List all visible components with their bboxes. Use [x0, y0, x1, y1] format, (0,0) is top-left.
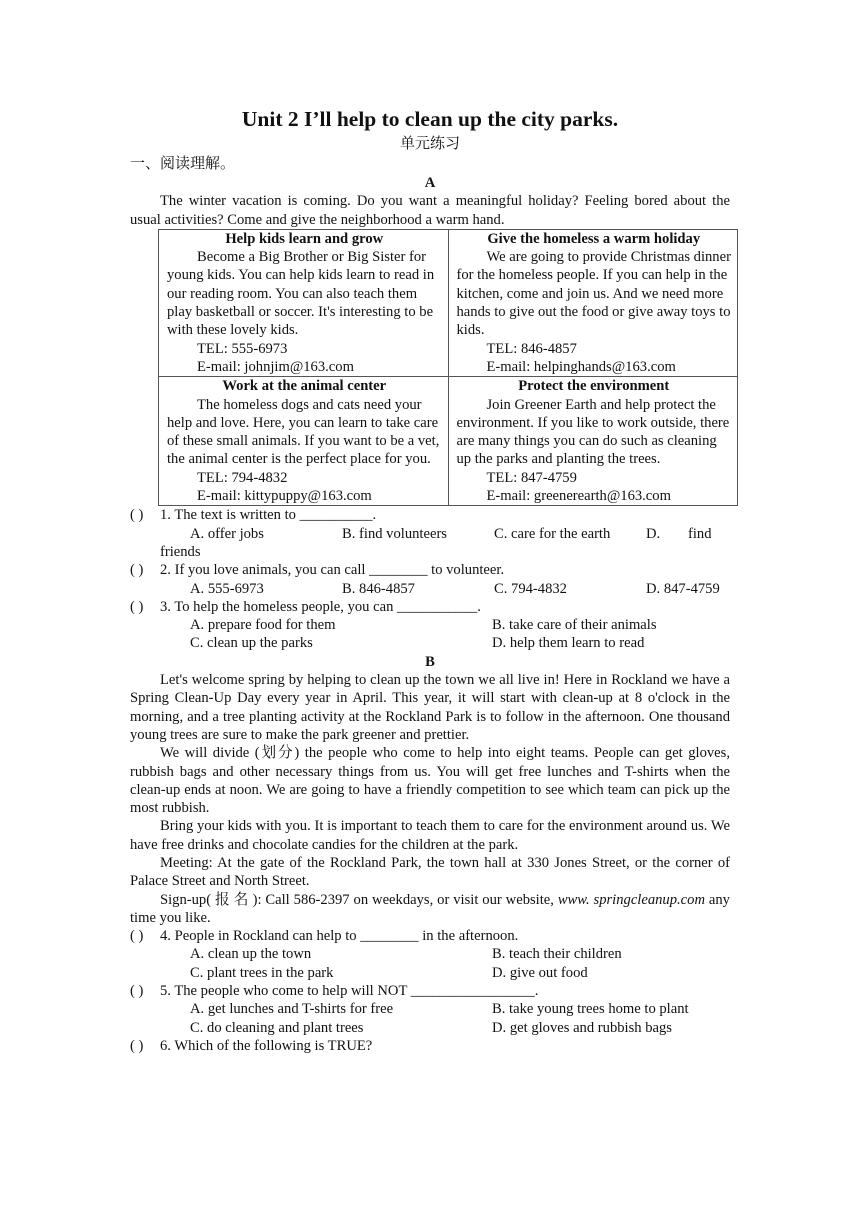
- ads-table: [158, 229, 738, 506]
- option-a: A. offer jobs: [190, 525, 264, 542]
- worksheet: [130, 100, 730, 1055]
- question-6: [130, 1037, 730, 1055]
- ad-title: Work at the animal center: [222, 378, 387, 395]
- part-a-intro: The winter vacation is coming. Do you want a meaningful holiday? Feeling bored about the usual activities? Come and give the neighborhood a warm hand.: [130, 193, 730, 228]
- ad-email: E-mail: johnjim@163.com: [197, 358, 354, 375]
- answer-blank[interactable]: ( ): [130, 562, 144, 579]
- passage-paragraph: Let's welcome spring by helping to clean up the town we all live in! Here in Rockland we have a Spring Clean-Up Day every year in April. This year, it will start with clean-up at 8 o'clock in the morning, and a tree planting activity at the Rockland Park is to follow in the afternoon. One thousand young trees are sure to make the park greener and prettier.: [130, 672, 730, 743]
- passage-paragraph: We will divide (划分) the people who come to help into eight teams. People can get gloves, rubbish bags and other necessary things from us. You will get free lunches and T-shirts when the clean-up ends at noon. We are going to have a friendly competition to see which team can pick up the most rubbish.: [130, 745, 730, 817]
- options-row: [130, 525, 730, 543]
- page-title: Unit 2 I’ll help to clean up the city parks.: [241, 107, 619, 131]
- signup-text: Sign-up( 报 名 ): Call 586-2397 on weekdays, or visit our website,: [160, 891, 558, 908]
- option-c: C. 794-4832: [494, 580, 567, 597]
- ad-title: Protect the environment: [518, 378, 670, 395]
- option-b: B. take young trees home to plant: [492, 1001, 689, 1018]
- answer-blank[interactable]: ( ): [130, 507, 144, 524]
- question-3: [130, 598, 730, 616]
- passage-paragraph: Meeting: At the gate of the Rockland Park, the town hall at 330 Jones Street, or the corner of Palace Street and North Street.: [130, 854, 730, 890]
- options-row: [130, 1000, 730, 1018]
- ad-tel: TEL: 794-4832: [197, 469, 288, 486]
- part-a-label: A: [424, 175, 436, 191]
- ad-tel: TEL: 555-6973: [197, 340, 288, 357]
- option-d-letter: D.: [646, 525, 661, 542]
- option-a: A. 555-6973: [190, 580, 264, 597]
- answer-blank[interactable]: ( ): [130, 1037, 144, 1054]
- question-1: [130, 506, 730, 524]
- question-4: [130, 927, 730, 945]
- website-link[interactable]: www. springcleanup.com: [557, 891, 705, 908]
- option-d: D. help them learn to read: [492, 635, 645, 652]
- ad-body: The homeless dogs and cats need your help and love. Here, you can learn to take care of these small animals. If you want to be a vet, the animal center is the perfect place for you.: [167, 396, 440, 468]
- ad-email: E-mail: helpinghands@163.com: [486, 358, 676, 375]
- option-c: C. plant trees in the park: [190, 964, 334, 981]
- option-a: A. prepare food for them: [190, 617, 336, 634]
- option-d: [646, 525, 730, 543]
- option-a: A. clean up the town: [190, 946, 312, 963]
- option-b: B. find volunteers: [342, 525, 447, 542]
- passage-paragraph: [130, 891, 730, 928]
- answer-blank[interactable]: ( ): [130, 983, 144, 1000]
- option-d: D. 847-4759: [646, 580, 720, 597]
- ad-tel: TEL: 846-4857: [486, 340, 577, 357]
- question-stem: 5. The people who come to help will NOT _________________.: [160, 983, 539, 1000]
- option-b: B. teach their children: [492, 946, 622, 963]
- ads-row: [159, 229, 738, 376]
- options-row: [130, 616, 730, 634]
- option-b: B. 846-4857: [342, 580, 415, 597]
- question-stem: 4. People in Rockland can help to ________ in the afternoon.: [160, 928, 519, 945]
- options-row: [130, 964, 730, 982]
- ad-title: Help kids learn and grow: [225, 230, 384, 247]
- option-d: D. give out food: [492, 964, 588, 981]
- options-row: [130, 634, 730, 652]
- option-a: A. get lunches and T-shirts for free: [190, 1001, 394, 1018]
- ad-cell: [448, 229, 738, 376]
- question-stem: 6. Which of the following is TRUE?: [160, 1037, 373, 1054]
- options-row: [130, 580, 730, 598]
- ad-body: Become a Big Brother or Big Sister for young kids. You can help kids learn to read in our reading room. You can also teach them play basketball or soccer. It's interesting to be with these lovely kids.: [167, 249, 435, 339]
- option-c: C. clean up the parks: [190, 635, 313, 652]
- options-row: [130, 1019, 730, 1037]
- page-subtitle: 单元练习: [399, 136, 460, 152]
- question-stem: 3. To help the homeless people, you can ___________.: [160, 598, 481, 615]
- question-5: [130, 982, 730, 1000]
- ad-email: E-mail: kittypuppy@163.com: [197, 488, 372, 505]
- ad-cell: [159, 377, 449, 506]
- ad-tel: TEL: 847-4759: [486, 469, 577, 486]
- question-stem: 2. If you love animals, you can call ________ to volunteer.: [160, 562, 505, 579]
- option-c: C. care for the earth: [494, 525, 611, 542]
- ad-body: We are going to provide Christmas dinner for the homeless people. If you can help in the kitchen, come and join us. And we need more hands to give out the food or give away toys to kids.: [456, 249, 731, 339]
- question-stem: 1. The text is written to __________.: [160, 507, 377, 524]
- ad-email: E-mail: greenerearth@163.com: [486, 488, 671, 505]
- ad-title: Give the homeless a warm holiday: [487, 230, 701, 247]
- option-c: C. do cleaning and plant trees: [190, 1019, 364, 1036]
- section-heading: 一、阅读理解。: [130, 156, 236, 172]
- ad-cell: [159, 229, 449, 376]
- options-row: [130, 945, 730, 963]
- passage-paragraph: Bring your kids with you. It is important to teach them to care for the environment around us. We have free drinks and chocolate candies for the children at the park.: [130, 818, 730, 853]
- ads-row: [159, 377, 738, 506]
- option-d-word: find: [688, 525, 712, 542]
- option-b: B. take care of their animals: [492, 617, 657, 634]
- part-b-label: B: [425, 653, 435, 670]
- ad-body: Join Greener Earth and help protect the environment. If you like to work outside, there are many things you can do such as cleaning up the parks and planting the trees.: [456, 396, 730, 468]
- option-d-continued: friends: [160, 543, 201, 560]
- signup-text-end: any time you like.: [130, 891, 730, 926]
- answer-blank[interactable]: ( ): [130, 928, 144, 945]
- question-2: [130, 561, 730, 579]
- option-d: D. get gloves and rubbish bags: [492, 1019, 672, 1036]
- ad-cell: [448, 377, 738, 506]
- answer-blank[interactable]: ( ): [130, 598, 144, 615]
